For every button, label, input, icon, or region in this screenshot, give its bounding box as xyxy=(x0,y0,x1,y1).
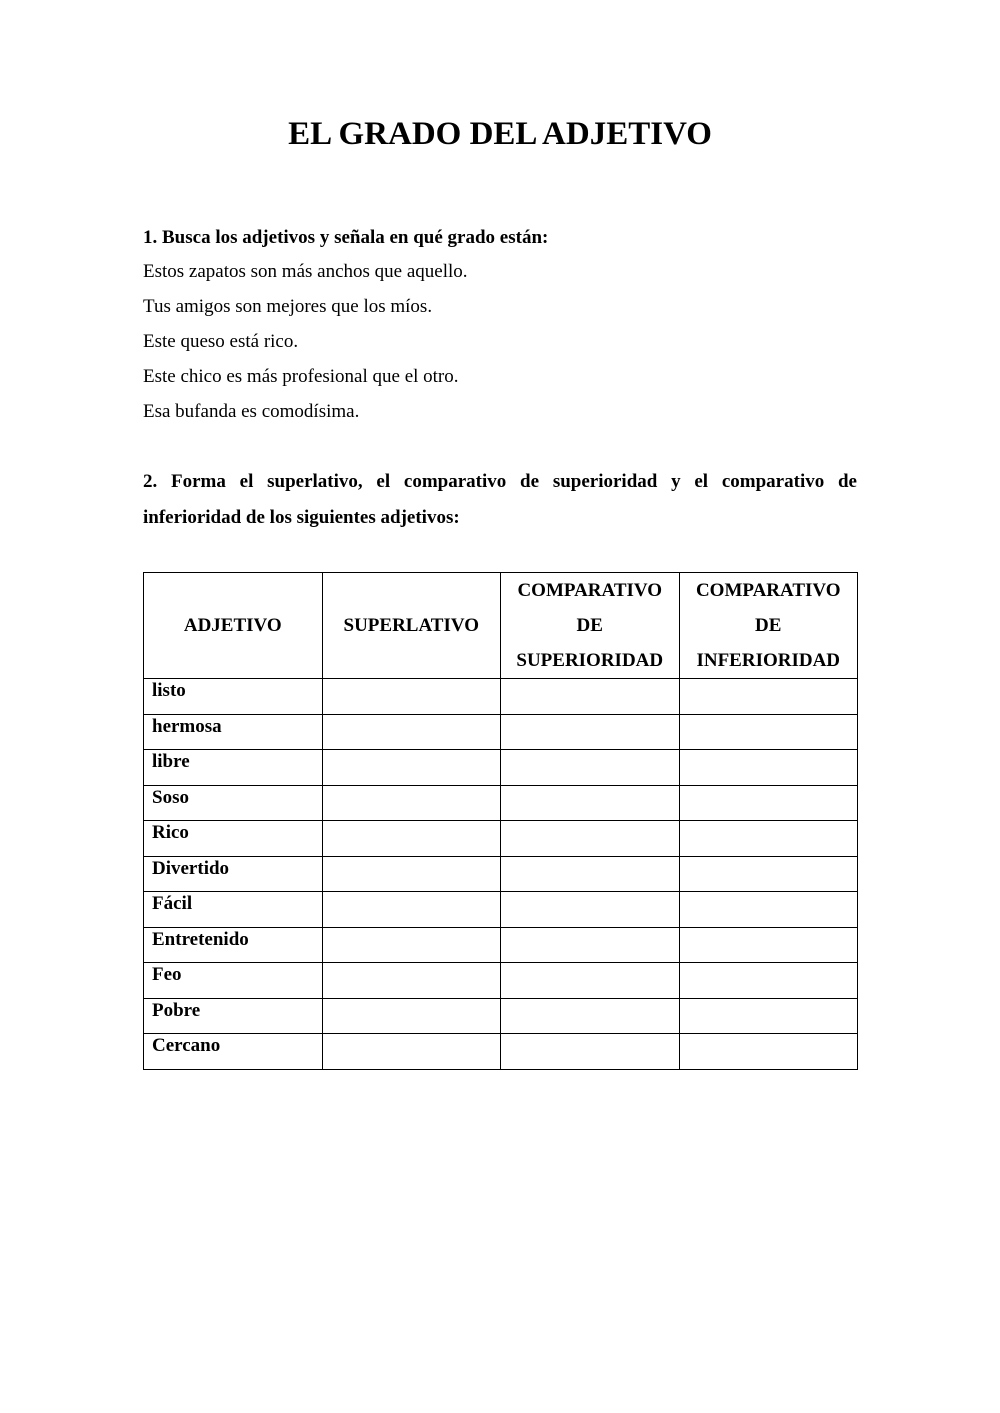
exercise-1-sentence: Tus amigos son mejores que los míos. xyxy=(143,296,433,317)
superioridad-answer-cell[interactable] xyxy=(501,927,680,963)
inferioridad-answer-cell[interactable] xyxy=(679,714,858,750)
table-row xyxy=(144,785,858,821)
superioridad-answer-cell[interactable] xyxy=(501,856,680,892)
header-comparativo-inferioridad xyxy=(679,573,858,679)
superlativo-answer-cell[interactable] xyxy=(322,785,501,821)
table-row xyxy=(144,714,858,750)
header-line: SUPERIORIDAD xyxy=(516,650,664,671)
adjective-cell: Entretenido xyxy=(144,927,323,963)
superlativo-answer-cell[interactable] xyxy=(322,750,501,786)
adjective-cell: Pobre xyxy=(144,998,323,1034)
adjective-cell: hermosa xyxy=(144,714,323,750)
table-row xyxy=(144,679,858,715)
superioridad-answer-cell[interactable] xyxy=(501,1034,680,1070)
superlativo-answer-cell[interactable] xyxy=(322,856,501,892)
superioridad-answer-cell[interactable] xyxy=(501,785,680,821)
inferioridad-answer-cell[interactable] xyxy=(679,750,858,786)
adjective-cell: Divertido xyxy=(144,856,323,892)
superlativo-answer-cell[interactable] xyxy=(322,963,501,999)
inferioridad-answer-cell[interactable] xyxy=(679,1034,858,1070)
inferioridad-answer-cell[interactable] xyxy=(679,998,858,1034)
header-comparativo-superioridad xyxy=(501,573,680,679)
exercise-1-sentence: Esa bufanda es comodísima. xyxy=(143,401,360,422)
superioridad-answer-cell[interactable] xyxy=(501,679,680,715)
adjective-cell: Fácil xyxy=(144,892,323,928)
header-line: COMPARATIVO xyxy=(517,580,663,601)
adjective-cell: Feo xyxy=(144,963,323,999)
page-title: EL GRADO DEL ADJETIVO xyxy=(288,116,712,152)
exercise-1 xyxy=(143,228,857,436)
superlativo-answer-cell[interactable] xyxy=(322,1034,501,1070)
superioridad-answer-cell[interactable] xyxy=(501,821,680,857)
table-row xyxy=(144,892,858,928)
superlativo-answer-cell[interactable] xyxy=(322,927,501,963)
header-line: SUPERLATIVO xyxy=(343,615,479,636)
superlativo-answer-cell[interactable] xyxy=(322,892,501,928)
table-row xyxy=(144,856,858,892)
inferioridad-answer-cell[interactable] xyxy=(679,785,858,821)
superlativo-answer-cell[interactable] xyxy=(322,679,501,715)
superlativo-answer-cell[interactable] xyxy=(322,821,501,857)
inferioridad-answer-cell[interactable] xyxy=(679,679,858,715)
header-superlativo xyxy=(322,573,501,679)
adjective-cell: libre xyxy=(144,750,323,786)
superioridad-answer-cell[interactable] xyxy=(501,963,680,999)
exercise-1-instruction: 1. Busca los adjetivos y señala en qué grado están: xyxy=(143,227,549,248)
inferioridad-answer-cell[interactable] xyxy=(679,892,858,928)
exercise-1-sentence: Estos zapatos son más anchos que aquello. xyxy=(143,261,468,282)
inferioridad-answer-cell[interactable] xyxy=(679,963,858,999)
exercise-1-sentence: Este chico es más profesional que el otro. xyxy=(143,366,459,387)
header-line: COMPARATIVO xyxy=(695,580,841,601)
adjective-cell: Cercano xyxy=(144,1034,323,1070)
adjective-cell: Soso xyxy=(144,785,323,821)
table-row xyxy=(144,927,858,963)
header-line: ADJETIVO xyxy=(183,615,282,636)
superioridad-answer-cell[interactable] xyxy=(501,750,680,786)
inferioridad-answer-cell[interactable] xyxy=(679,927,858,963)
table-row xyxy=(144,1034,858,1070)
exercise-1-sentence: Este queso está rico. xyxy=(143,331,299,352)
header-line: INFERIORIDAD xyxy=(696,650,841,671)
superioridad-answer-cell[interactable] xyxy=(501,714,680,750)
superioridad-answer-cell[interactable] xyxy=(501,998,680,1034)
table-row xyxy=(144,821,858,857)
superioridad-answer-cell[interactable] xyxy=(501,892,680,928)
table-row xyxy=(144,998,858,1034)
inferioridad-answer-cell[interactable] xyxy=(679,856,858,892)
inferioridad-answer-cell[interactable] xyxy=(679,821,858,857)
adjective-table xyxy=(143,572,858,1070)
table-row xyxy=(144,750,858,786)
table-header-row xyxy=(144,573,858,679)
adjective-cell: Rico xyxy=(144,821,323,857)
header-line: DE xyxy=(755,615,782,636)
adjective-cell: listo xyxy=(144,679,323,715)
superlativo-answer-cell[interactable] xyxy=(322,714,501,750)
header-line: DE xyxy=(576,615,603,636)
superlativo-answer-cell[interactable] xyxy=(322,998,501,1034)
exercise-2-instruction: 2. Forma el superlativo, el comparativo de superioridad y el comparativo de inferioridad de los siguientes adjetivos: xyxy=(143,471,857,528)
header-adjetivo xyxy=(144,573,323,679)
table-row xyxy=(144,963,858,999)
